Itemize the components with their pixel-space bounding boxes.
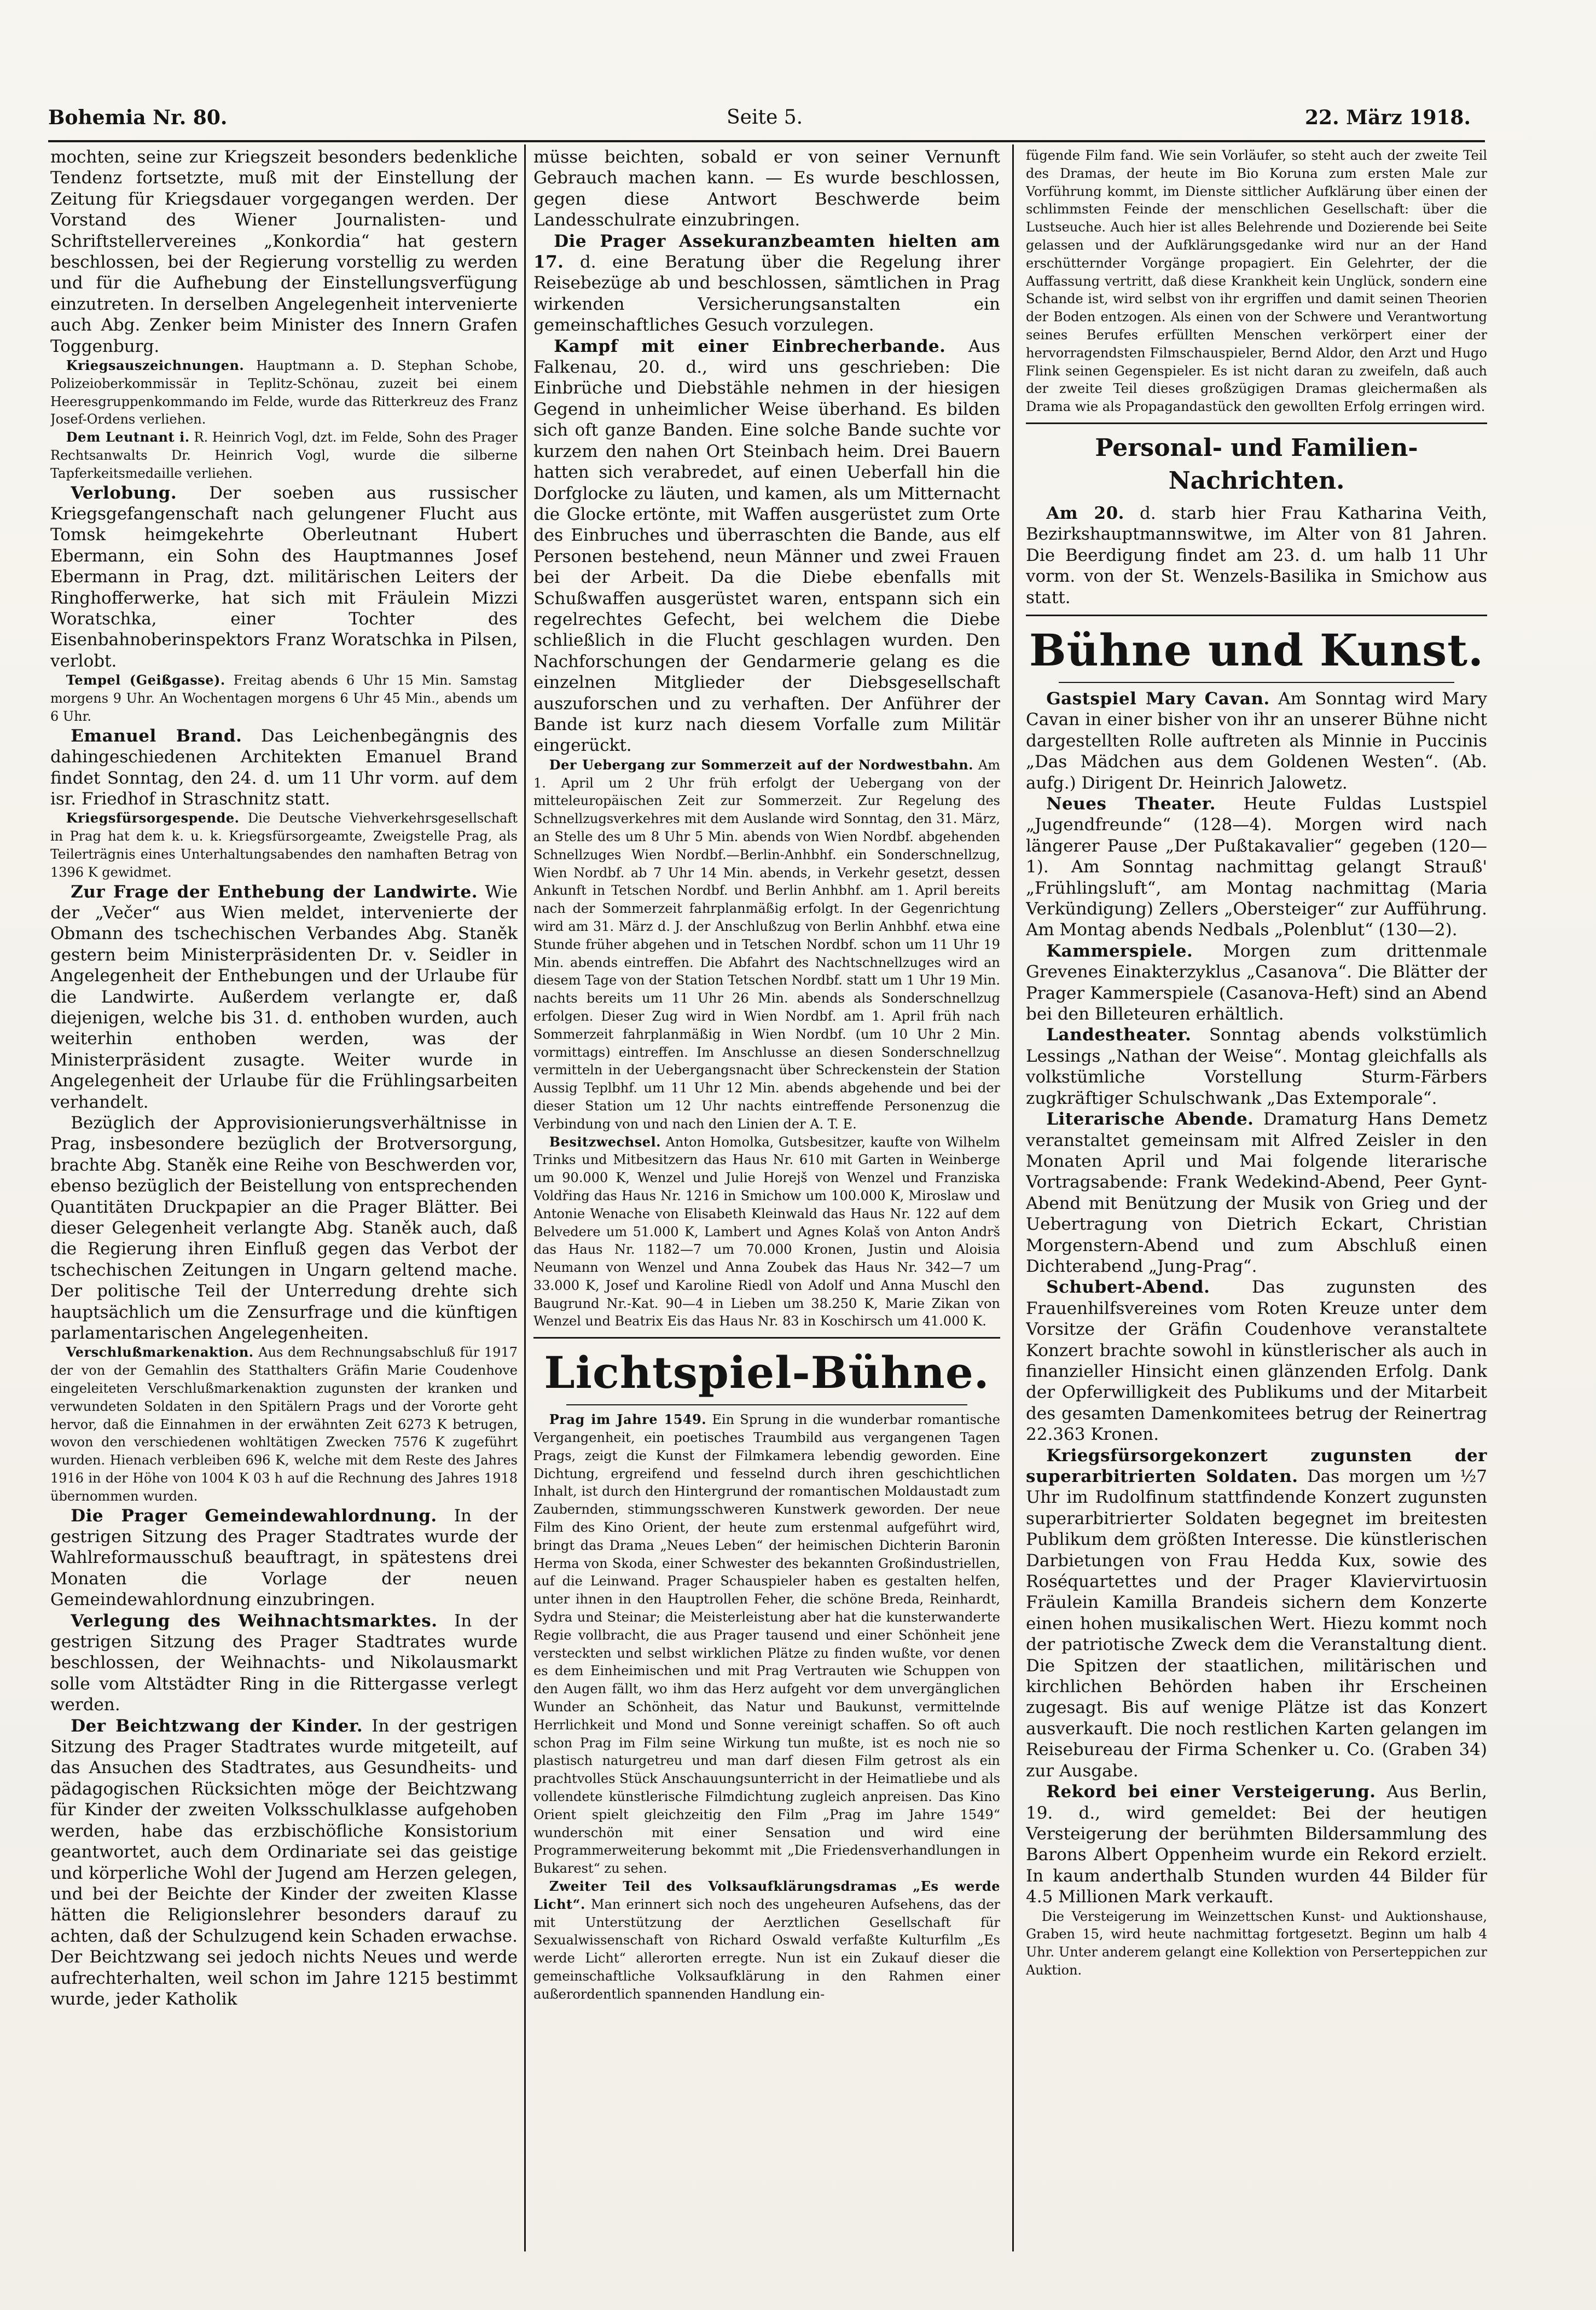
article-paragraph: Prag im Jahre 1549. Ein Sprung in die wunderbar romantische Vergangenheit, ein poetisches Traumbild aus vergangenen Tagen Prags, zeigt die Kunst der Filmkamera lebendig geworden. Eine Dichtung, ergreifend und fesselnd durch ihren geschichtlichen Inhalt, ist durch den Hintergrund der romantischen Moldaustadt zum Zaubernden, stimmungsschweren Kunstwerk geworden. Der neue Film des Kino Orient, der heute zum erstenmal aufgeführt wird, bringt das Drama „Neues Leben“ der heimischen Dichterin Baronin Herma von Skoda, einer Schwester des bekannten Großindustriellen, auf die Leinwand. Prager Schauspieler haben es gestalten helfen, unter ihnen in den Hauptrollen Feher, die schöne Breda, Reinhardt, Sydra und Steinar; die Meisterleistung aber hat die kunsterwanderte Regie vollbracht, die aus Prager tausend und einer Schönheit jene versteckten und selbst wirklichen Plätze zu finden wußte, vor denen es dem Einheimischen und mit Prag Vertrauten wie Schuppen von den Augen fällt, wo ihm das Herz aufgeht vor dem unvergänglichen Wunder an Schönheit, das Natur und Baukunst, vermittelnde Herrlichkeit und Mond und Sonne vereinigt schaffen. So oft auch schon Prag im Film seine Wirkung tun mußte, ist es noch nie so plastisch naturgetreu und man darf diesen Film getrost als ein prachtvolles Stück Anschauungsunterricht in der Heimatliebe und als vollendete künstlerische Filmdichtung zugleich anpreisen. Das Kino Orient spielt gleichzeitig den Film „Prag im Jahre 1549“ wunderschön mit einer Sensation und wird eine Programmerweiterung bekommt mit „Die Friedensverhandlungen in Bukarest“ zu sehen. (533, 1411, 1000, 1877)
column-3-stage (1026, 688, 1487, 1979)
article-paragraph: Die Versteigerung im Weinzettschen Kunst- und Auktionshause, Graben 15, wird heute nachmittag fortgesetzt. Beginn um halb 4 Uhr. Unter anderem gelangt eine Kollektion von Perserteppichen zur Auktion. (1026, 1908, 1487, 1978)
article-paragraph: Die Prager Gemeindewahlordnung. In der gestrigen Sitzung des Prager Stadtrates wurde der Wahlreformausschuß beauftragt, in spätestens drei Monaten die Vorlage der neuen Gemeindewahlordnung einzubringen. (50, 1506, 518, 1610)
article-paragraph: Verlobung. Der soeben aus russischer Kriegsgefangenschaft nach gelungener Flucht aus Tomsk heimgekehrte Oberleutnant Hubert Ebermann, ein Sohn des Hauptmannes Josef Ebermann in Prag, dzt. militärischen Leiters der Ringhofferwerke, hat sich mit Fräulein Mizzi Woratschka, einer Tochter des Eisenbahnoberinspektors Franz Woratschka in Pilsen, verlobt. (50, 483, 518, 671)
article-paragraph: Bezüglich der Approvisionierungsverhältnisse in Prag, insbesondere bezüglich der Brotversorgung, brachte Abg. Staněk eine Reihe von Beschwerden vor, ebenso bezüglich der Beistellung von entsprechenden Quantitäten Druckpapier an die Prager Blätter. Bei dieser Gelegenheit verlangte Abg. Staněk auch, daß die Regierung ihren Einfluß gegen das Verbot der tschechischen Zeitungen in Ungarn geltend mache. Der politische Teil der Unterredung drehte sich hauptsächlich um die Zensurfrage und die künftigen parlamentarischen Angelegenheiten. (50, 1113, 518, 1344)
cinema-section-title: Lichtspiel-Bühne. (544, 1347, 990, 1399)
section-divider (566, 1404, 967, 1405)
article-paragraph: Verlegung des Weihnachtsmarktes. In der gestrigen Sitzung des Prager Stadtrates wurde beschlossen, der Weihnachts- und Nikolausmarkt solle vom Altstädter Ring in die Rittergasse verlegt werden. (50, 1611, 518, 1715)
article-paragraph: Am 20. d. starb hier Frau Katharina Veith, Bezirkshauptmannswitwe, im Alter von 81 Jahren. Die Beerdigung findet am 23. d. um halb 11 Uhr vorm. von der St. Wenzels-Basilika in Smichow aus statt. (1026, 503, 1487, 607)
article-paragraph: Besitzwechsel. Anton Homolka, Gutsbesitzer, kaufte von Wilhelm Trinks und Mitbesitzern das Haus Nr. 610 mit Garten in Weinberge um 90.000 K, Wenzel und Julie Horejš von Wenzel und Franziska Voldřing das Haus Nr. 1216 in Smichow um 100.000 K, Miroslaw und Antonie Wenache von Elisabeth Kleinwald das Haus Nr. 122 auf dem Belvedere um 51.000 K, Lambert und Agnes Kolaš von Anton Andrš das Haus Nr. 1182—7 um 70.000 Kronen, Justin und Aloisia Neumann von Wenzel und Anna Zoubek das Haus Nr. 342—7 um 33.000 K, Josef und Karoline Riedl von Adolf und Anna Muschl den Baugrund Nr.-Kat. 90—4 in Lieben um 38.250 K, Marie Zikan von Wenzel und Beatrix Eis das Haus Nr. 83 in Koschirsch um 41.000 K. (533, 1133, 1000, 1329)
article-paragraph: Kampf mit einer Einbrecherbande. Aus Falkenau, 20. d., wird uns geschrieben: Die Einbrüche und Diebstähle nehmen in der hiesigen Gegend in unheimlicher Weise überhand. Es bilden sich oft ganze Banden. Eine solche Bande suchte vor kurzem den nahen Ort Steinbach heim. Drei Bauern hatten sich verabredet, auf einen Ueberfall hin die Dorfglocke zu läuten, und kamen, als um Mitternacht die Glocke ertönte, mit Waffen ausgerüstet zum Orte des Einbruches und überraschten die Bande, aus elf Personen bestehend, neun Männer und zwei Frauen bei der Arbeit. Da die Diebe ebenfalls mit Schußwaffen ausgerüstet waren, entspann sich ein regelrechtes Gefecht, bei welchem die Diebe schließlich in die Flucht geschlagen wurden. Den Nachforschungen der Gendarmerie gelang es die einzelnen Mitglieder der Diebsgesellschaft auszuforschen und zu verhaften. Der Anführer der Bande ist kurz nach diesem Vorfalle zum Militär eingerückt. (533, 336, 1000, 756)
article-paragraph: Zur Frage der Enthebung der Landwirte. Wie der „Večer“ aus Wien meldet, intervenierte der Obmann des tschechischen Verbandes Abg. Staněk gestern beim Ministerpräsidenten Dr. v. Seidler in Angelegenheit der Enthebungen und der Urlaube für die Landwirte. Außerdem verlangte er, daß diejenigen, welche bis 31. d. enthoben wurden, auch weiterhin enthoben werden, was der Ministerpräsident zusagte. Weiter wurde in Angelegenheit der Urlaube für die Frühlingsarbeiten verhandelt. (50, 882, 518, 1112)
page-header (48, 99, 1471, 137)
column-3-personal (1026, 503, 1487, 608)
article-paragraph: Tempel (Geißgasse). Freitag abends 6 Uhr 15 Min. Samstag morgens 9 Uhr. An Wochentagen morgens 6 Uhr 45 Min., abends um 6 Uhr. (50, 672, 518, 724)
column-rule-1 (524, 144, 526, 2251)
column-3-film (1026, 147, 1487, 416)
article-paragraph: Neues Theater. Heute Fuldas Lustspiel „Jugendfreunde“ (128—4). Morgen wird nach längerer Pause „Der Pußtakavalier“ gegeben (120—1). Am Sonntag nachmittag gelangt Strauß' „Frühlingsluft“, am Montag nachmittag (Maria Verkündigung) Zellers „Obersteiger“ zur Aufführung. Am Montag abends Nedbals „Polenblut“ (130—2). (1026, 794, 1487, 940)
article-paragraph: Rekord bei einer Versteigerung. Aus Berlin, 19. d., wird gemeldet: Bei der heutigen Versteigerung der berühmten Bildersammlung des Barons Albert Oppenheim wurde ein Rekord erzielt. In kaum anderthalb Stunden wurden 44 Bilder für 4.5 Millionen Mark verkauft. (1026, 1782, 1487, 1907)
article-paragraph: Der Beichtzwang der Kinder. In der gestrigen Sitzung des Prager Stadtrates wurde mitgeteilt, auf das Ansuchen des Stadtrates, aus Gesundheits- und pädagogischen Rücksichten möge der Beichtzwang für Kinder der zweiten Volksschulklasse aufgehoben werden, habe das erzbischöfliche Konsistorium geantwortet, auch dem Ordinariate sei das geistige und körperliche Wohl der Jugend am Herzen gelegen, und bei der Beichte der Kinder der zweiten Klasse hätten die Religionslehrer besonders darauf zu achten, daß der Schulzugend kein Schaden erwachse. Der Beichtzwang sei jedoch nichts Neues und werde aufrechterhalten, weil schon im Jahre 1215 bestimmt wurde, jeder Katholik (50, 1716, 518, 2009)
column-2-cinema (533, 1411, 1000, 2003)
section-divider (1026, 615, 1487, 616)
article-paragraph: Verschlußmarkenaktion. Aus dem Rechnungsabschluß für 1917 der von der Gemahlin des Statthalters Gräfin Marie Coudenhove eingeleiteten Verschlußmarkenaktion zugunsten der kranken und verwundeten Soldaten in den Spitälern Prags und der Vororte geht hervor, daß die Einnahmen in der erwähnten Zeit 6273 K betrugen, wovon den verschiedenen wohltätigen Zwecken 7576 K zugeführt wurden. Hienach verbleiben 696 K, welche mit dem Reste des Jahres 1916 in der Höhe von 1004 K 03 h auf die Rechnung des Jahres 1918 übernommen wurden. (50, 1344, 518, 1504)
masthead-issue: Bohemia Nr. 80. (48, 106, 228, 129)
column-2-news (533, 147, 1000, 1330)
column-3 (1026, 147, 1487, 2255)
article-paragraph: Kriegsfürsorgekonzert zugunsten der superarbitrierten Soldaten. Das morgen um ½7 Uhr im Rudolfinum stattfindende Konzert zugunsten superarbitrierter Soldaten begegnet im breitesten Publikum dem größten Interesse. Die künstlerischen Darbietungen von Frau Hedda Kux, sowie des Roséquartettes und der Prager Klaviervirtuosin Fräulein Kamilla Brandeis sichern dem Konzerte einen hohen musikalischen Wert. Hiezu kommt noch der patriotische Zweck dem die Veranstaltung dient. Die Spitzen der staatlichen, militärischen und kirchlichen Behörden haben ihr Erscheinen zugesagt. Bis auf wenige Plätze ist das Konzert ausverkauft. Die noch restlichen Karten gelangen im Reisebureau der Firma Schenker u. Co. (Graben 34) zur Ausgabe. (1026, 1445, 1487, 1781)
section-divider (1059, 682, 1454, 683)
article-paragraph: Dem Leutnant i. R. Heinrich Vogl, dzt. im Felde, Sohn des Prager Rechtsanwalts Dr. Heinrich Vogl, wurde die silberne Tapferkeitsmedaille verliehen. (50, 429, 518, 481)
page-number: Seite 5. (727, 106, 803, 129)
article-paragraph: mochten, seine zur Kriegszeit besonders bedenkliche Tendenz fortsetzte, muß mit der Einstellung der Zeitung für Kriegsdauer vorgegangen werden. Der Vorstand des Wiener Journalisten- und Schriftstellervereines „Konkordia“ hat gestern beschlossen, bei der Regierung vorstellig zu werden und für die Aufhebung der Einstellungsverfügung einzutreten. In derselben Angelegenheit intervenierte auch Abg. Zenker beim Minister des Innern Grafen Toggenburg. (50, 147, 518, 356)
column-2 (533, 147, 1000, 2255)
column-1 (50, 147, 518, 2255)
article-paragraph: Gastspiel Mary Cavan. Am Sonntag wird Mary Cavan in einer bisher von ihr an unserer Bühne nicht dargestellten Rolle auftreten als Minnie in Puccinis „Das Mädchen aus dem Goldenen Westen“. (Ab. aufg.) Dirigent Dr. Heinrich Jalowetz. (1026, 688, 1487, 793)
section-divider (533, 1337, 1000, 1339)
section-divider (1026, 422, 1487, 424)
stage-art-title: Bühne und Kunst. (1029, 624, 1484, 676)
article-paragraph: Zweiter Teil des Volksaufklärungsdramas „Es werde Licht“. Man erinnert sich noch des ungeheuren Aufsehens, das der mit Unterstützung der Aerztlichen Gesellschaft für Sexualwissenschaft von Richard Oswald verfaßte Kulturfilm „Es werde Licht“ allerorten erregte. Nun ist ein Zukauf dieser die gemeinschaftliche Volksaufklärung in den Rahmen einer außerordentlich spannenden Handlung ein- (533, 1878, 1000, 2002)
issue-date: 22. März 1918. (1304, 106, 1471, 129)
article-paragraph: Der Uebergang zur Sommerzeit auf der Nordwestbahn. Am 1. April um 2 Uhr früh erfolgt der Uebergang von der mitteleuropäischen Zeit zur Sommerzeit. Zur Regelung des Schnellzugsverkehres mit dem Auslande wird Sonntag, den 31. März, an Stelle des um 8 Uhr 5 Min. abends von Wien Nordbf. abgehenden Schnellzuges Wien Nordbf.—Berlin-Anhbhf. ein Sonderschnellzug, Wien Nordbf. ab 7 Uhr 14 Min. abends, in Verkehr gesetzt, dessen Ankunft in Tetschen Nordbf. und Berlin Anhbhf. am 1. April bereits nach der Sommerzeit fahrplanmäßig erfolgt. In der Gegenrichtung wird am 31. März d. J. der Anschlußzug von Berlin Anhbhf. etwa eine Stunde früher abgehen und in Tetschen Nordbf. schon um 11 Uhr 19 Min. abends eintreffen. Die Abfahrt des Nachtschnellzuges wird an diesem Tage von der Station Tetschen Nordbf. statt um 1 Uhr 19 Min. nachts bereits um 11 Uhr 26 Min. abends als Sonderschnellzug erfolgen. Dieser Zug wird in Wien Nordbf. am 1. April früh nach Sommerzeit fahrplanmäßig in Wien Nordbf. (um 10 Uhr 2 Min. vormittags) eintreffen. Im Anschlusse an diesen Sonderschnellzug vermitteln in der Uebergangsnacht über Schreckenstein der Station Aussig Teplbhf. um 11 Uhr 12 Min. abends abgehende und bei der dieser Station um 12 Uhr nachts eintreffende Personenzug die Verbindung von und nach den Linien der A. T. E. (533, 756, 1000, 1132)
article-paragraph: fügende Film fand. Wie sein Vorläufer, so steht auch der zweite Teil des Dramas, der heute im Bio Koruna zum ersten Male zur Vorführung kommt, im Dienste sittlicher Aufklärung über einen der schlimmsten Feinde der menschlichen Gesellschaft: über die Lustseuche. Auch hier ist alles Belehrende und Dozierende bei Seite gelassen und der Aufklärungsgedanke wird nur an der Hand erschütternder Vorgänge propagiert. Ein Gelehrter, der die Auffassung vertritt, daß diese Krankheit kein Unglück, sondern eine Schande ist, wird selbst von ihr ergriffen und damit seinen Theorien der Boden entzogen. Als einen von der Schwere und Verantwortung seines Berufes erfüllten Menschen verkörpert einer der hervorragendsten Filmschauspieler, Bernd Aldor, den Arzt und Hugo Flink seinen Gegenspieler. Es ist nicht daran zu zweifeln, daß auch der zweite Teil dieses großzügigen Dramas gleichermaßen als Drama wie als Propagandastück den gewollten Erfolg erringen wird. (1026, 148, 1487, 415)
article-paragraph: Landestheater. Sonntag abends volkstümlich Lessings „Nathan der Weise“. Montag gleichfalls als volkstümliche Vorstellung Sturm-Färbers zugkräftiger Schulschwank „Das Extemporale“. (1026, 1025, 1487, 1108)
article-paragraph: Emanuel Brand. Das Leichenbegängnis des dahingeschiedenen Architekten Emanuel Brand findet Sonntag, den 24. d. um 11 Uhr vorm. auf dem isr. Friedhof in Straschnitz statt. (50, 726, 518, 809)
article-paragraph: Schubert-Abend. Das zugunsten des Frauenhilfsvereines vom Roten Kreuze unter dem Vorsitze der Gräfin Coudenhove veranstaltete Konzert brachte sowohl in künstlerischer als auch in finanzieller Hinsicht einen glänzenden Erfolg. Dank der Opferwilligkeit des Publikums und der Mitarbeit des gesamten Damenkomitees betrug der Reinertrag 22.363 Kronen. (1026, 1277, 1487, 1445)
article-paragraph: Literarische Abende. Dramaturg Hans Demetz veranstaltet gemeinsam mit Alfred Zeisler in den Monaten April und Mai folgende literarische Vortragsabende: Frank Wedekind-Abend, Peer Gynt-Abend mit Benützung der Musik von Grieg und der Uebertragung von Dietrich Eckart, Christian Morgenstern-Abend und zum Abschluß einen Dichterabend „Jung-Prag“. (1026, 1109, 1487, 1276)
article-paragraph: müsse beichten, sobald er von seiner Vernunft Gebrauch machen kann. — Es wurde beschlossen, gegen diese Antwort Beschwerde beim Landesschulrate einzubringen. (533, 147, 1000, 230)
column-rule-2 (1012, 144, 1014, 2251)
header-rule (48, 140, 1485, 142)
article-paragraph: Die Prager Assekuranzbeamten hielten am 17. d. eine Beratung über die Regelung ihrer Reisebezüge ab und beschlossen, sämtlichen in Prag wirkenden Versicherungsanstalten ein gemeinschaftliches Gesuch vorzulegen. (533, 231, 1000, 335)
article-paragraph: Kriegsfürsorgespende. Die Deutsche Viehverkehrsgesellschaft in Prag hat dem k. u. k. Kriegsfürsorgeamte, Zweigstelle Prag, als Teilerträgnis eines Unterhaltungsabendes den namhaften Betrag von 1396 K gewidmet. (50, 810, 518, 880)
personal-news-title: Personal- und Familien-Nachrichten. (1095, 433, 1418, 495)
article-paragraph: Kammerspiele. Morgen zum drittenmale Grevenes Einakterzyklus „Casanova“. Die Blätter der Prager Kammerspiele (Casanova-Heft) sind an Abend bei den Billeteuren erhältlich. (1026, 941, 1487, 1024)
article-paragraph: Kriegsauszeichnungen. Hauptmann a. D. Stephan Schobe, Polizeioberkommissär in Teplitz-Schönau, zuzeit bei einem Heeresgruppenkommando im Felde, wurde das Ritterkreuz des Franz Josef-Ordens verliehen. (50, 357, 518, 427)
